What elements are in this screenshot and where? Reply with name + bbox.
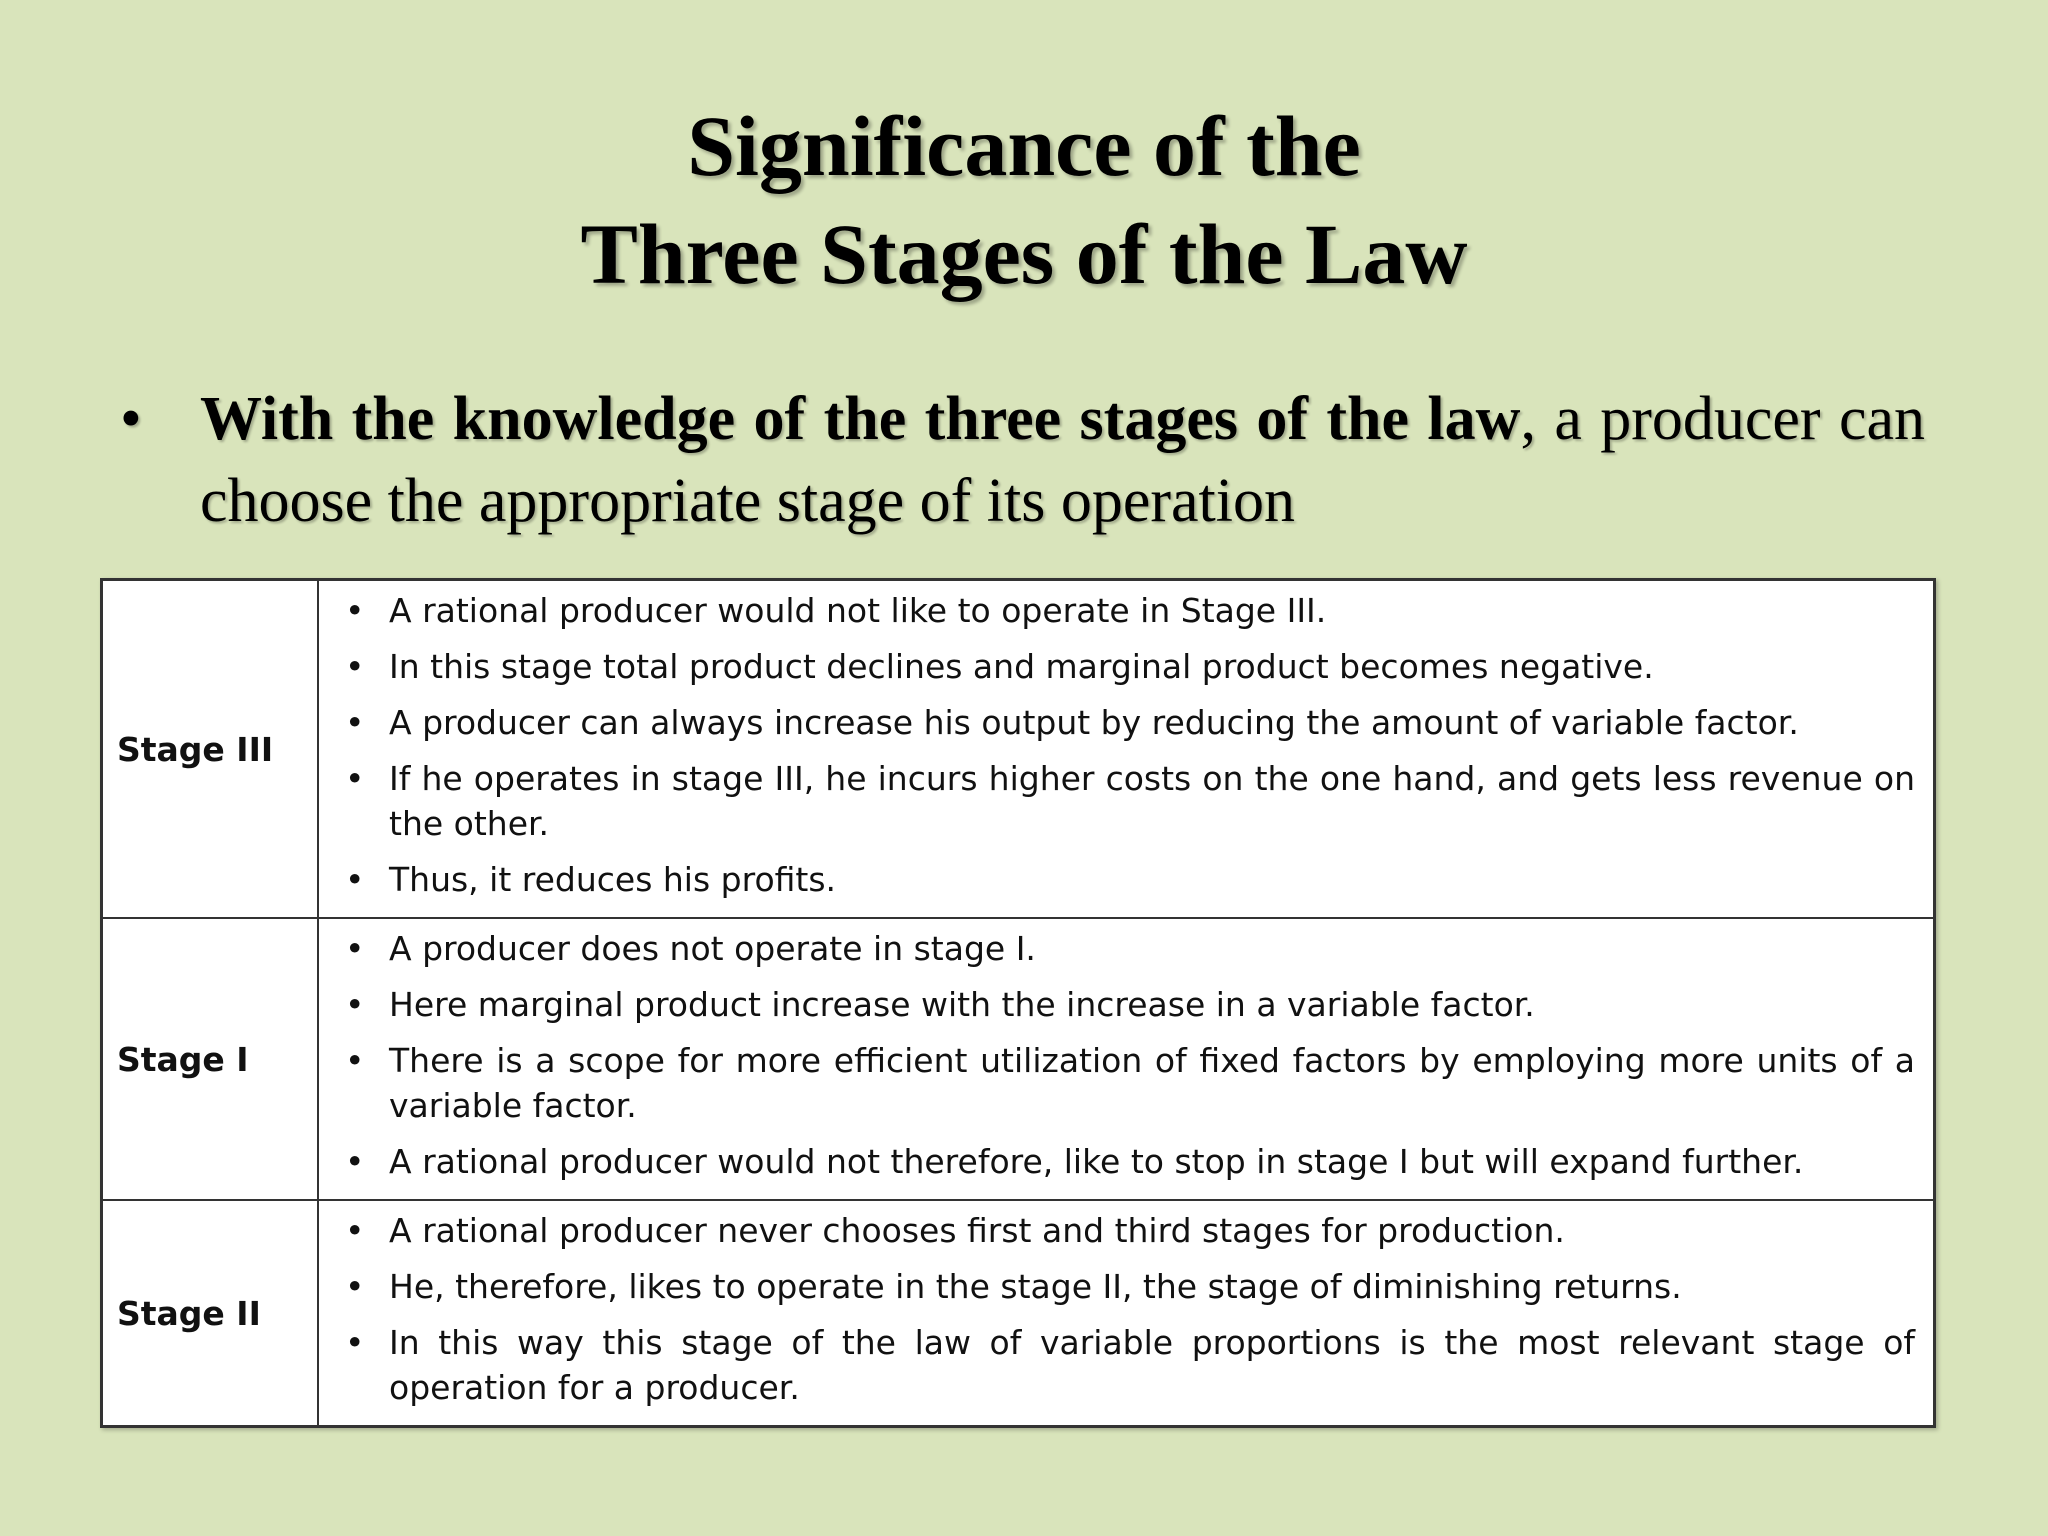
stage-points-cell — [318, 580, 1935, 919]
stage-points-cell — [318, 918, 1935, 1200]
stages-table — [100, 578, 1936, 1428]
bullet-icon: • — [120, 385, 142, 453]
list-item: • A rational producer never chooses first and third stages for production. — [333, 1208, 1915, 1253]
table-row-stage-iii — [102, 580, 1935, 919]
table-row-stage-ii — [102, 1200, 1935, 1427]
stage-label: Stage I — [102, 918, 319, 1200]
intro-rest-text: , a producer can choose the appropriate stage of its operation — [200, 385, 1925, 535]
list-item: • If he operates in stage III, he incurs higher costs on the one hand, and gets less revenue on the other. — [333, 756, 1915, 846]
list-item: • In this stage total product declines and marginal product becomes negative. — [333, 644, 1915, 689]
list-item: • There is a scope for more efficient utilization of fixed factors by employing more units of a variable factor. — [333, 1038, 1915, 1128]
list-item: • He, therefore, likes to operate in the stage II, the stage of diminishing returns. — [333, 1264, 1915, 1309]
list-item: • Thus, it reduces his profits. — [333, 857, 1915, 902]
slide-title — [0, 92, 2048, 308]
stage-points-list — [333, 926, 1915, 1184]
slide-title-line-2: Three Stages of the Law — [580, 206, 1468, 302]
list-item: • A rational producer would not therefore, like to stop in stage I but will expand further. — [333, 1139, 1915, 1184]
stage-points-cell — [318, 1200, 1935, 1427]
stage-points-list — [333, 588, 1915, 902]
stage-label: Stage II — [102, 1200, 319, 1427]
list-item: • Here marginal product increase with the increase in a variable factor. — [333, 982, 1915, 1027]
intro-bold-text: With the knowledge of the three stages of the law — [200, 385, 1521, 453]
intro-text — [200, 378, 1925, 542]
stage-points-list — [333, 1208, 1915, 1410]
slide-title-line-1: Significance of the — [687, 98, 1361, 194]
table-row-stage-i — [102, 918, 1935, 1200]
list-item: • A producer does not operate in stage I. — [333, 926, 1915, 971]
list-item: • A rational producer would not like to operate in Stage III. — [333, 588, 1915, 633]
intro-bullet-point — [120, 378, 1925, 542]
list-item: • In this way this stage of the law of variable proportions is the most relevant stage of operation for a producer. — [333, 1320, 1915, 1410]
stage-label: Stage III — [102, 580, 319, 919]
list-item: • A producer can always increase his output by reducing the amount of variable factor. — [333, 700, 1915, 745]
